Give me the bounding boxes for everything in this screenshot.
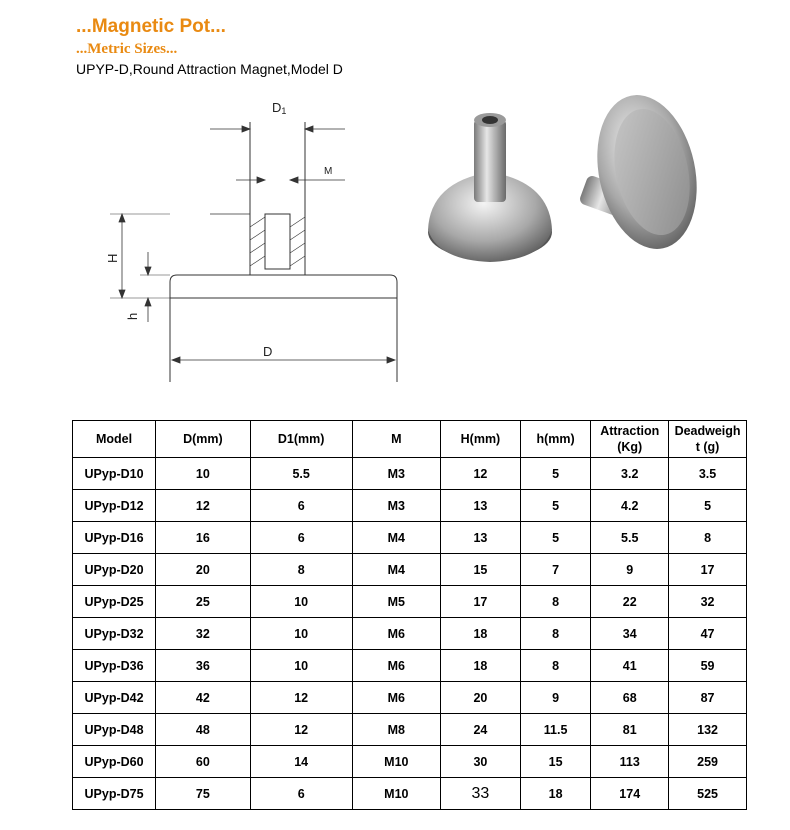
- table-cell: 18: [440, 650, 520, 682]
- table-cell: 36: [156, 650, 251, 682]
- header-d: D(mm): [156, 421, 251, 458]
- product-description: UPYP-D,Round Attraction Magnet,Model D: [76, 61, 343, 77]
- label-h-lower: h: [125, 312, 140, 320]
- table-cell: 17: [440, 586, 520, 618]
- table-row: [73, 618, 747, 650]
- page-title: ...Magnetic Pot...: [76, 16, 226, 37]
- table-cell: 4.2: [591, 490, 669, 522]
- table-cell: 132: [669, 714, 747, 746]
- table-cell: 20: [440, 682, 520, 714]
- label-d: D: [263, 344, 273, 359]
- table-cell: 87: [669, 682, 747, 714]
- table-cell: 17: [669, 554, 747, 586]
- page-subtitle: ...Metric Sizes...: [76, 41, 178, 57]
- table-cell: 81: [591, 714, 669, 746]
- table-cell: M3: [352, 458, 440, 490]
- table-row: [73, 522, 747, 554]
- table-cell: 10: [156, 458, 251, 490]
- table-cell: UPyp-D36: [73, 650, 156, 682]
- table-cell: 113: [591, 746, 669, 778]
- table-cell: 6: [250, 778, 352, 810]
- table-cell: 6: [250, 490, 352, 522]
- table-cell: M10: [352, 746, 440, 778]
- table-cell: 47: [669, 618, 747, 650]
- table-cell: M5: [352, 586, 440, 618]
- header-attraction: Attraction (Kg): [591, 421, 669, 458]
- table-cell: 5.5: [250, 458, 352, 490]
- table-cell: 33: [440, 778, 520, 810]
- table-cell: M10: [352, 778, 440, 810]
- table-cell: 9: [520, 682, 590, 714]
- header-h-upper: H(mm): [440, 421, 520, 458]
- table-cell: 32: [156, 618, 251, 650]
- header-m: M: [352, 421, 440, 458]
- spec-table: [72, 420, 747, 810]
- table-cell: 24: [440, 714, 520, 746]
- table-cell: 10: [250, 650, 352, 682]
- table-cell: 259: [669, 746, 747, 778]
- table-cell: 5: [520, 522, 590, 554]
- table-cell: 5: [520, 458, 590, 490]
- table-cell: 16: [156, 522, 251, 554]
- table-cell: 18: [520, 778, 590, 810]
- dimension-diagram: [100, 92, 410, 392]
- table-cell: UPyp-D48: [73, 714, 156, 746]
- table-cell: M4: [352, 522, 440, 554]
- table-row: [73, 586, 747, 618]
- table-cell: 12: [250, 714, 352, 746]
- table-cell: UPyp-D32: [73, 618, 156, 650]
- table-cell: UPyp-D75: [73, 778, 156, 810]
- table-cell: M6: [352, 682, 440, 714]
- table-cell: 42: [156, 682, 251, 714]
- table-row: [73, 682, 747, 714]
- table-cell: 60: [156, 746, 251, 778]
- table-cell: 68: [591, 682, 669, 714]
- table-cell: 12: [156, 490, 251, 522]
- table-cell: 59: [669, 650, 747, 682]
- table-cell: UPyp-D12: [73, 490, 156, 522]
- label-d1: D1: [272, 100, 287, 116]
- table-cell: M6: [352, 618, 440, 650]
- table-cell: 13: [440, 490, 520, 522]
- table-cell: 48: [156, 714, 251, 746]
- table-cell: 8: [669, 522, 747, 554]
- table-cell: UPyp-D42: [73, 682, 156, 714]
- header-d1: D1(mm): [250, 421, 352, 458]
- table-cell: 10: [250, 618, 352, 650]
- table-cell: 10: [250, 586, 352, 618]
- table-cell: 75: [156, 778, 251, 810]
- table-cell: 8: [250, 554, 352, 586]
- table-cell: 32: [669, 586, 747, 618]
- table-cell: 6: [250, 522, 352, 554]
- table-cell: 5.5: [591, 522, 669, 554]
- table-cell: 9: [591, 554, 669, 586]
- table-cell: 8: [520, 586, 590, 618]
- table-cell: UPyp-D25: [73, 586, 156, 618]
- table-cell: 15: [520, 746, 590, 778]
- table-cell: 13: [440, 522, 520, 554]
- table-cell: M4: [352, 554, 440, 586]
- table-cell: UPyp-D16: [73, 522, 156, 554]
- table-row: [73, 714, 747, 746]
- header-h-lower: h(mm): [520, 421, 590, 458]
- table-cell: 3.5: [669, 458, 747, 490]
- table-cell: 12: [250, 682, 352, 714]
- table-row: [73, 746, 747, 778]
- table-cell: 174: [591, 778, 669, 810]
- table-cell: 8: [520, 618, 590, 650]
- header-model: Model: [73, 421, 156, 458]
- table-cell: M3: [352, 490, 440, 522]
- table-cell: 22: [591, 586, 669, 618]
- table-cell: 11.5: [520, 714, 590, 746]
- table-cell: M6: [352, 650, 440, 682]
- header-deadweight: Deadweigh t (g): [669, 421, 747, 458]
- table-cell: 30: [440, 746, 520, 778]
- table-cell: 14: [250, 746, 352, 778]
- table-cell: 34: [591, 618, 669, 650]
- label-h-upper: H: [105, 253, 120, 263]
- table-header-row: [73, 421, 747, 458]
- product-photo: [412, 92, 712, 302]
- table-row: [73, 778, 747, 810]
- table-cell: 15: [440, 554, 520, 586]
- table-cell: 18: [440, 618, 520, 650]
- table-cell: 525: [669, 778, 747, 810]
- table-cell: 5: [520, 490, 590, 522]
- table-row: [73, 458, 747, 490]
- table-cell: 20: [156, 554, 251, 586]
- table-cell: M8: [352, 714, 440, 746]
- table-cell: UPyp-D10: [73, 458, 156, 490]
- table-row: [73, 490, 747, 522]
- table-cell: UPyp-D20: [73, 554, 156, 586]
- table-cell: 25: [156, 586, 251, 618]
- table-row: [73, 554, 747, 586]
- table-cell: 3.2: [591, 458, 669, 490]
- table-cell: UPyp-D60: [73, 746, 156, 778]
- table-cell: 5: [669, 490, 747, 522]
- table-cell: 7: [520, 554, 590, 586]
- label-m: M: [324, 166, 333, 177]
- table-row: [73, 650, 747, 682]
- table-cell: 8: [520, 650, 590, 682]
- table-cell: 12: [440, 458, 520, 490]
- table-cell: 41: [591, 650, 669, 682]
